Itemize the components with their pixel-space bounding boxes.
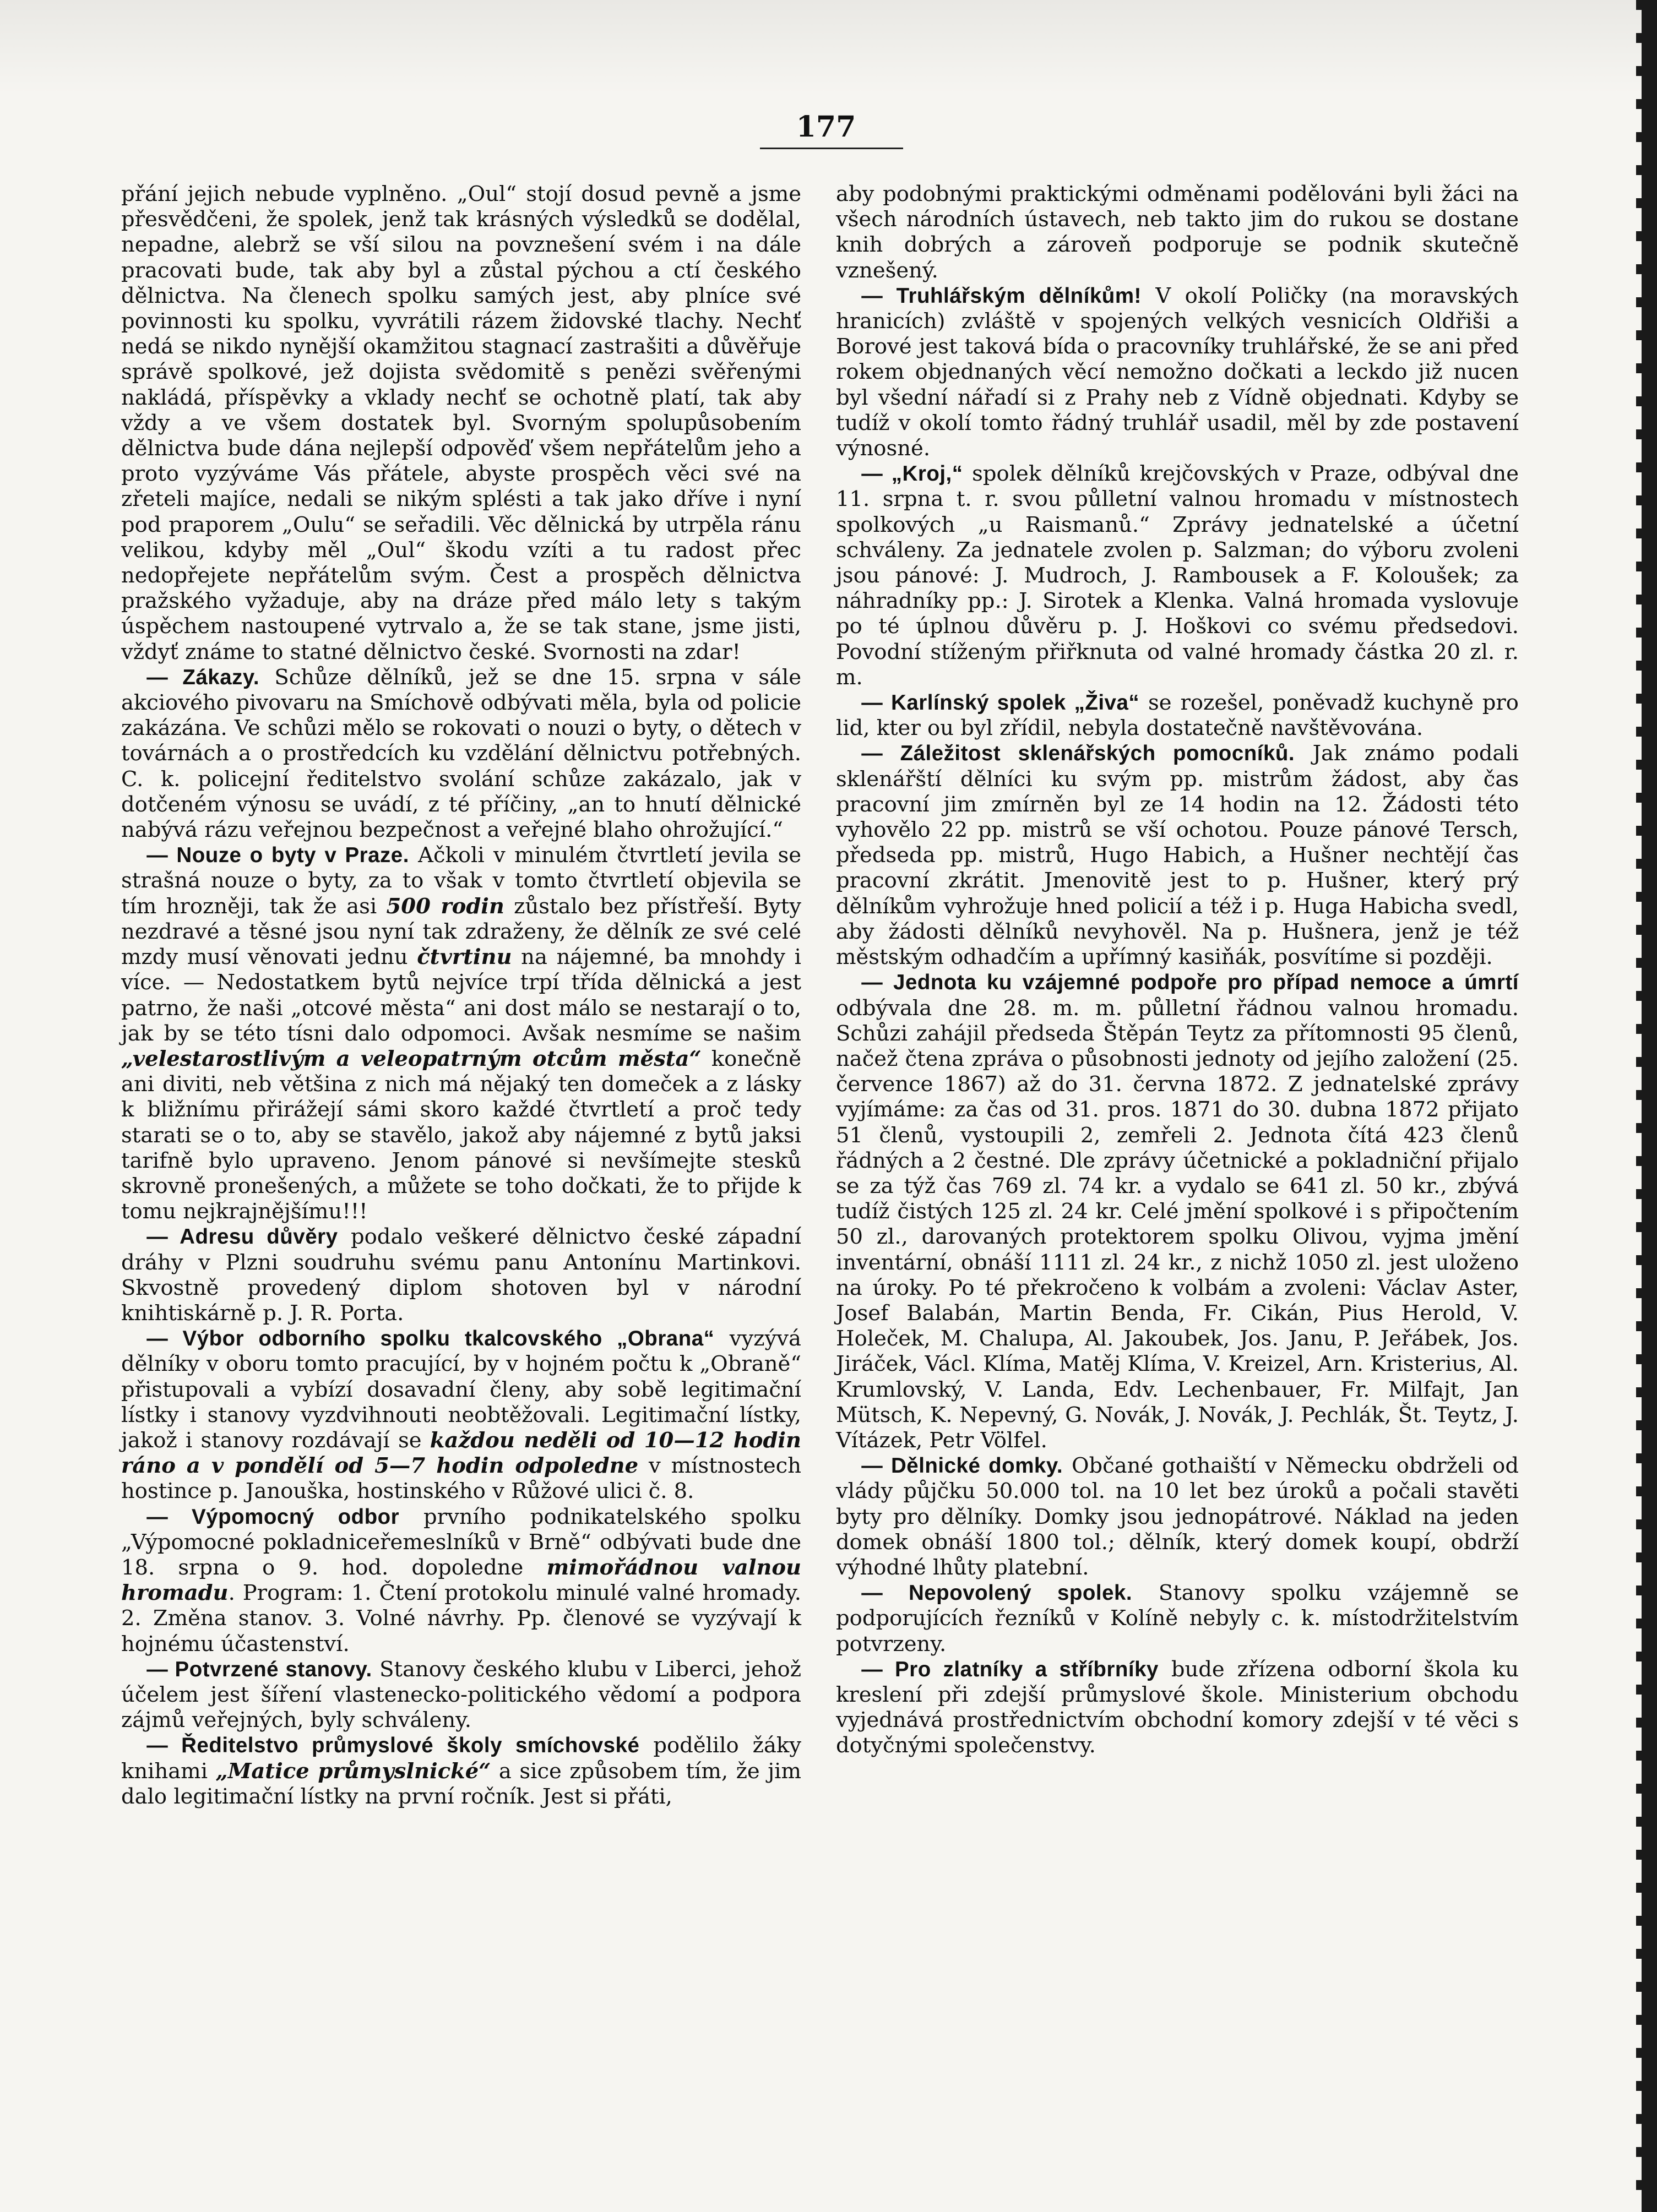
article-text: vyzývá dělníky v oboru tomto pracující, by v hojném počtu k „Obraně“ přistupovali a vybízí dosavadní členy, aby sobě legitimační lístky i stanovy vyzdvihnouti neobtěžovali. Legitimační lístky, jakož i stanovy rozdávají se bbox=[121, 1326, 801, 1453]
article-text: přání jejich nebude vyplněno. „Oul“ stojí dosud pevně a jsme přesvědčeni, že spolek, jenž tak krásných výsledků se dodělal, nepadne, alebrž se vší silou na povznešení svém i na dále pracovati bude, tak aby byl a zůstal pýchou a ctí českého dělnictva. Na členech spolku samých jest, aby plníce své povinnosti ku spolku, vyvrátili rázem židovské tlachy. Nechť nedá se nikdo nynější okamžitou stagnací zastrašiti a důvěřuje správě spolkové, jež dojista svědomitě s penězi svěřenými nakládá, příspěvky a vklady nechť se ochotně platí, tak aby vždy a ve všem dostatek byl. Svorným spolupůsobením dělnictva bude dána nejlepší odpověď všem nepřátelům jeho a proto vyzýváme Vás přátele, abyste prospěch věci své na zřeteli majíce, nedali se nikým splésti a tak jako dříve i nyní pod praporem „Oulu“ se seřadili. Věc dělnická by utrpěla ránu velikou, kdyby měl „Oul“ škodu vzíti a tu radost přec nedopřejete nepřátelům svým. Čest a prospěch dělnictva pražského vyžaduje, aby na dráze před málo lety s takým úspěchem nastoupené vytrvalo a, že se tak stane, jsme jisti, vždyť známe to statné dělnictvo české. Svornosti na zdar! bbox=[121, 182, 801, 664]
emphasized-text: „velestarostlivým a veleopatrným otcům města“ bbox=[121, 1046, 702, 1071]
article-heading: — „Kroj,“ bbox=[861, 462, 963, 486]
article-heading: — Ředitelstvo průmyslové školy smíchovské bbox=[146, 1734, 640, 1758]
article-heading: — Výbor odborního spolku tkalcovského „Obrana“ bbox=[146, 1327, 715, 1351]
article-paragraph bbox=[836, 690, 1519, 741]
article-paragraph bbox=[836, 182, 1519, 284]
article-heading: — Adresu důvěry bbox=[146, 1225, 338, 1249]
article-paragraph bbox=[121, 1733, 801, 1810]
article-text: aby podobnými praktickými odměnami podělováni byli žáci na všech národních ústavech, neb takto jim do rukou se dostane knih dobrých a zároveň podporuje se podnik skutečně vznešený. bbox=[836, 182, 1519, 283]
article-paragraph bbox=[121, 1505, 801, 1657]
article-text: v místnostech hostince p. Janouška, hostinského v Růžové ulici č. 8. bbox=[121, 1453, 801, 1504]
article-text: podělilo žáky knihami bbox=[121, 1733, 801, 1784]
article-text: zůstalo bez přístřeší. Byty nezdravé a těsné jsou nyní tak zdraženy, že dělník ze své celé mzdy musí věnovati jednu bbox=[121, 893, 801, 970]
article-paragraph bbox=[836, 461, 1519, 690]
article-heading: — Nepovolený spolek. bbox=[861, 1581, 1133, 1605]
emphasized-text: čtvrtinu bbox=[417, 945, 512, 970]
article-paragraph bbox=[121, 1224, 801, 1326]
article-text: . Program: 1. Čtení protokolu minulé valné hromady. 2. Změna stanov. 3. Volné návrhy. Pp. členové se vyzývají k hojnému účastenství. bbox=[121, 1581, 801, 1657]
emphasized-text: mimořádnou valnou hromadu bbox=[121, 1555, 802, 1606]
article-text: odbývala dne 28. m. m. půlletní řádnou valnou hromadu. Schůzi zahájil předseda Štěpán Teytz za přítomnosti 95 členů, načež čtena zpráva o působnosti jednoty od jejího založení (25. července 1867) až do 31. června 1872. Z jednatelské zprávy vyjímáme: za čas od 31. pros. 1871 do 30. dubna 1872 přijato 51 členů, vystoupili 2, zemřeli 2. Jednota čítá 423 členů řádných a 2 čestné. Dle zprávy účetnické a pokladniční přijalo se za týž čas 769 zl. 74 kr. a vydalo se 641 zl. 50 kr., zbývá tudíž čistých 125 zl. 24 kr. Celé jmění spolkové i s připočtením 50 zl., darovaných protektorem spolku Olivou, vyjma jmění inventární, obnáší 1111 zl. 24 kr., z nichž 1050 zl. jest uloženo na úroky. Po té překročeno k volbám a zvoleni: Václav Aster, Josef Balabán, Martin Benda, Fr. Cikán, Pius Herold, V. Holeček, M. Chalupa, Al. Jakoubek, Jos. Janu, P. Jeřábek, Jos. Jiráček, Václ. Klíma, Matěj Klíma, V. Kreizel, Arn. Kristerius, Al. Krumlovský, V. Landa, Edv. Lechenbauer, Fr. Milfajt, Jan Mütsch, K. Nepevný, G. Novák, J. Novák, J. Pechlák, Št. Teytz, J. Vítázek, Petr Völfel. bbox=[836, 995, 1519, 1453]
page-number-rule bbox=[760, 148, 903, 149]
article-paragraph bbox=[836, 1581, 1519, 1657]
article-heading: — Zákazy. bbox=[146, 665, 260, 689]
article-paragraph bbox=[836, 970, 1519, 1453]
article-heading: — Truhlářským dělníkům! bbox=[861, 284, 1142, 308]
article-text: podalo veškeré dělnictvo české západní dráhy v Plzni soudruhu svému panu Antonínu Martinkovi. Skvostně provedený diplom shotoven byl v národní knihtiskárně p. J. R. Porta. bbox=[121, 1224, 801, 1326]
article-text: Jak známo podali sklenářští dělníci ku svým pp. mistrům žádost, aby čas pracovní jim zmírněn byl ze 14 hodin na 12. Žádosti této vyhovělo 22 pp. mistrů se vší ochotou. Pouze pánové Tersch, předseda pp. mistrů, Hugo Habich, a Hušner nechtějí čas pracovní zkrátit. Jmenovitě jest to p. Hušner, který prý dělníkům vyhrožuje hned policií a též i p. Huga Habicha svedl, aby žádosti dělníků nevyhověl. Na p. Hušnera, jenž je též městským odhadčím a upřímný kasiňák, posvítíme si později. bbox=[836, 741, 1519, 970]
article-heading: — Potvrzené stanovy. bbox=[146, 1657, 372, 1681]
article-text: Občané gothaiští v Německu obdrželi od vlády půjčku 50.000 tol. na 10 let bez úroků a počali stavěti byty pro dělníky. Domky jsou jednopátrové. Náklad na jeden domek obnáší 1800 tol.; dělník, který domek koupí, obdrží výhodné lhůty platební. bbox=[836, 1453, 1519, 1580]
article-heading: — Pro zlatníky a stříbrníky bbox=[861, 1657, 1159, 1681]
article-paragraph bbox=[836, 741, 1519, 970]
article-text: a sice způsobem tím, že jim dalo legitimační lístky na první ročník. Jest si přáti, bbox=[121, 1758, 802, 1809]
page-number: 177 bbox=[796, 110, 856, 144]
article-heading: — Jednota ku vzájemné podpoře pro případ nemoce a úmrtí bbox=[861, 971, 1519, 995]
right-column bbox=[836, 182, 1519, 1759]
article-heading: — Karlínský spolek „Živa“ bbox=[861, 691, 1140, 715]
article-text: na nájemné, ba mnohdy i více. — Nedostatkem bytů nejvíce trpí třída dělnická a jest patrno, že naši „otcové města“ ani dost málo se nestarají o to, jak by se této tísni dalo odpomoci. Avšak nesmíme se našim bbox=[121, 945, 801, 1046]
article-heading: — Záležitost sklenářských pomocníků. bbox=[861, 742, 1295, 766]
article-heading: — Výpomocný odbor bbox=[146, 1505, 400, 1529]
article-text: prvního podnikatelského spolku „Výpomocné pokladniceřemeslníků v Brně“ odbývati bude dne 18. srpna o 9. hod. dopoledne bbox=[121, 1504, 801, 1580]
article-text: bude zřízena odborní škola ku kreslení při zdejší průmyslové škole. Ministerium obchodu vyjednává prostřednictvím obchodní komory zdejší v té věci s dotyčnými společenstvy. bbox=[836, 1657, 1519, 1758]
article-text: Schůze dělníků, jež se dne 15. srpna v sále akciového pivovaru na Smíchově odbývati měla, byla od policie zakázána. Ve schůzi mělo se rokovati o nouzi o byty, o dětech v továrnách a o prostředcích ku vzdělání dělnictvu potřebných. C. k. policejní ředitelstvo svolání schůze zakázalo, jak v dotčeném výnosu se uvádí, z té příčiny, „an to hnutí dělnické nabývá rázu veřejnou bezpečnost a veřejné blaho ohrožující.“ bbox=[121, 664, 801, 843]
emphasized-text: „Matice průmyslnické“ bbox=[215, 1758, 491, 1784]
article-paragraph bbox=[836, 1657, 1519, 1759]
article-paragraph bbox=[121, 665, 801, 843]
article-paragraph bbox=[121, 182, 801, 665]
article-heading: — Nouze o byty v Praze. bbox=[146, 843, 409, 868]
article-paragraph bbox=[836, 284, 1519, 461]
article-paragraph bbox=[836, 1453, 1519, 1581]
article-text: se rozešel, poněvadž kuchyně pro lid, kter ou byl zřídil, nebyla dostatečně navštěvována. bbox=[836, 690, 1519, 741]
emphasized-text: každou neděli od 10—12 hodin ráno a v pondělí od 5—7 hodin odpoledne bbox=[121, 1428, 801, 1479]
page-top-shadow bbox=[0, 0, 1657, 94]
article-heading: — Dělnické domky. bbox=[861, 1454, 1063, 1478]
scan-edge-marks bbox=[1636, 0, 1642, 2212]
article-paragraph bbox=[121, 1326, 801, 1504]
article-text: Ačkoli v minulém čtvrtletí jevila se strašná nouze o byty, za to však v tomto čtvrtletí objevila se tím hrozněji, tak že asi bbox=[121, 843, 801, 919]
article-text: Stanovy českého klubu v Liberci, jehož účelem jest šíření vlastenecko-politického vědomí a podpora zájmů veřejných, byly schváleny. bbox=[121, 1657, 801, 1733]
scan-edge-bar bbox=[1642, 0, 1657, 2212]
article-paragraph bbox=[121, 1657, 801, 1734]
article-text: V okolí Poličky (na moravských hranicích) zvláště v spojených velkých vesnicích Oldřiši a Borové jest taková bída o pracovníky truhlářské, že se ani před rokem objednaných věcí nemožno dočkati a leckdo již nucen byl všední nářadí si z Prahy neb z Vídně objednati. Kdyby se tudíž v okolí tomto řádný truhlář usadil, měl by zde postavení výnosné. bbox=[836, 283, 1519, 461]
emphasized-text: 500 rodin bbox=[386, 893, 504, 919]
article-text: Stanovy spolku vzájemně se podporujících řezníků v Kolíně nebyly c. k. místodržitelstvím potvrzeny. bbox=[836, 1581, 1519, 1657]
left-column bbox=[121, 182, 801, 1810]
article-paragraph bbox=[121, 843, 801, 1224]
article-text: spolek dělníků krejčovských v Praze, odbýval dne 11. srpna t. r. svou půlletní valnou hromadu v místnostech spolkových „u Raismanů.“ Zprávy jednatelské a účetní schváleny. Za jednatele zvolen p. Salzman; do výboru zvoleni jsou pánové: J. Mudroch, J. Rambousek a F. Koloušek; za náhradníky pp.: J. Sirotek a Klenka. Valná hromada vyslovuje po té úplnou důvěru p. J. Hoškovi co svému předsedovi. Povodní stíženým přiřknuta od valné hromady částka 20 zl. r. m. bbox=[836, 461, 1519, 690]
article-text: konečně ani diviti, neb většina z nich má nějaký ten domeček a z lásky k bližnímu přirážejí sámi skoro každé čtvrtletí a proč tedy starati se o to, aby se stavělo, jakož aby nájemné z bytů jaksi tarifně bylo upraveno. Jenom pánové si nevšímejte stesků skrovně pronešených, a můžete se toho dočkati, že to přijde k tomu nejkrajnějšímu!!! bbox=[121, 1046, 801, 1224]
